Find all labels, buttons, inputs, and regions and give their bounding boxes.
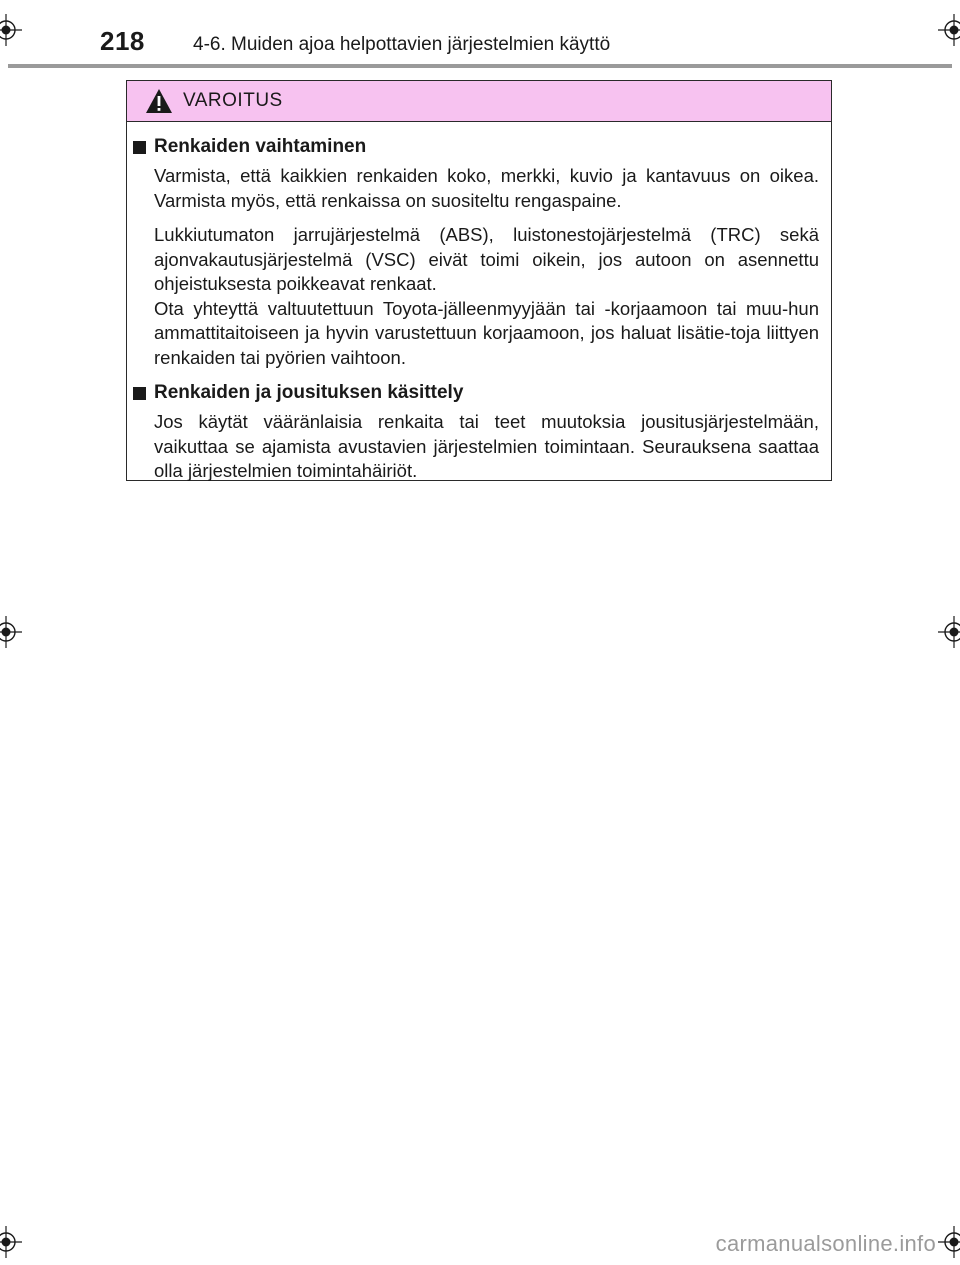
item-heading-text: Renkaiden ja jousituksen käsittely [154, 382, 464, 403]
item-paragraph: Varmista, että kaikkien renkaiden koko, merkki, kuvio ja kantavuus on oikea. Varmista myös, että renkaissa on suositeltu rengaspaine. [154, 165, 819, 211]
registration-mark-icon [0, 616, 22, 648]
watermark: carmanualsonline.info [715, 1231, 936, 1256]
item-paragraph: Ota yhteyttä valtuutettuun Toyota-jälleenmyyjään tai -korjaamoon tai muu-hun ammattitaitoiseen ja hyvin varustettuun korjaamoon, jos haluat lisätie-toja liittyen renkaiden tai pyörien vaihtoon. [154, 297, 819, 368]
page-number: 218 [100, 26, 145, 56]
bullet-square-icon [133, 387, 146, 400]
registration-mark-icon [938, 1226, 960, 1258]
warning-box [126, 80, 832, 481]
registration-mark-icon [938, 616, 960, 648]
warning-title: VAROITUS [183, 90, 283, 111]
bullet-square-icon [133, 141, 146, 154]
item-paragraph: Lukkiutumaton jarrujärjestelmä (ABS), luistonestojärjestelmä (TRC) sekä ajonvakautusjärjestelmä (VSC) eivät toimi oikein, jos autoon on asennettu ohjeistuksesta poikkeavat renkaat. [154, 224, 819, 294]
warning-item [133, 382, 819, 484]
item-heading [133, 382, 819, 404]
registration-mark-icon [0, 1226, 22, 1258]
warning-body [127, 122, 831, 484]
registration-mark-icon [938, 14, 960, 46]
item-heading-text: Renkaiden vaihtaminen [154, 136, 367, 157]
section-title: 4-6. Muiden ajoa helpottavien järjestelmien käyttö [193, 34, 611, 55]
warning-triangle-icon [145, 88, 173, 114]
header-rule [8, 64, 952, 68]
registration-mark-icon [0, 14, 22, 46]
item-heading [133, 136, 819, 158]
warning-item [133, 136, 819, 370]
item-paragraph: Jos käytät vääränlaisia renkaita tai teet muutoksia jousitusjärjestelmään, vaikuttaa se ajamista avustavien järjestelmien toimintaan. Seurauksena saattaa olla järjestelmien toimintahäiriöt. [154, 411, 819, 481]
warning-header [127, 81, 831, 122]
